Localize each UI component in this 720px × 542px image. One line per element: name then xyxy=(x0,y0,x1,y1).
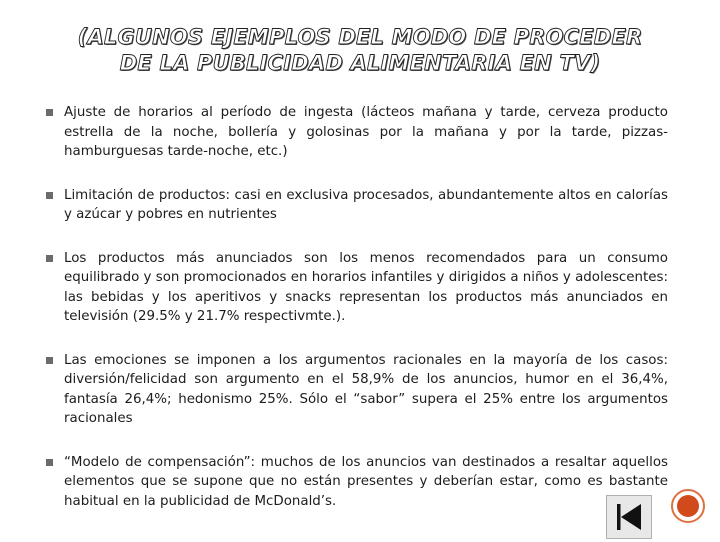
square-bullet-icon xyxy=(46,459,53,466)
bullet-item xyxy=(46,186,668,225)
bullet-item xyxy=(46,249,668,327)
bullet-list xyxy=(46,103,668,535)
record-circle-icon xyxy=(677,495,699,517)
bullet-text: Las emociones se imponen a los argumentos racionales en la mayoría de los casos: diversión/felicidad son argumento en el 58,9% de los anuncios, humor en el 36,4%, fantasía 26,4%; hedonismo 25%. Sólo el “sabor” supera el 25% entre los argumentos racionales xyxy=(64,352,668,426)
back-to-start-button[interactable] xyxy=(606,495,652,539)
bullet-item xyxy=(46,103,668,162)
bullet-item xyxy=(46,453,668,512)
bullet-text: Los productos más anunciados son los menos recomendados para un consumo equilibrado y son promocionados en horarios infantiles y dirigidos a niños y adolescentes: las bebidas y los aperitivos y snacks representan los productos más anunciados en televisión (29.5% y 21.7% respectivmte.). xyxy=(64,250,668,324)
title-line-1: (ALGUNOS EJEMPLOS DEL MODO DE PROCEDER xyxy=(77,25,643,49)
square-bullet-icon xyxy=(46,192,53,199)
bullet-item xyxy=(46,351,668,429)
title-line-2: DE LA PUBLICIDAD ALIMENTARIA EN TV) xyxy=(119,51,601,75)
skip-back-icon xyxy=(607,496,651,538)
bullet-text: Ajuste de horarios al período de ingesta (lácteos mañana y tarde, cerveza producto estrella de la noche, bollería y golosinas por la mañana y por la tarde, pizzas-hamburguesas tarde-noche, etc.) xyxy=(64,105,668,159)
square-bullet-icon xyxy=(46,255,53,262)
record-circle-button[interactable] xyxy=(671,489,705,523)
bullet-text: “Modelo de compensación”: muchos de los anuncios van destinados a resaltar aquellos elementos que se supone que no están presentes y deberían estar, como es bastante habitual en la publicidad de McDonald’s. xyxy=(64,454,668,509)
square-bullet-icon xyxy=(46,357,53,364)
slide-title xyxy=(40,24,680,76)
square-bullet-icon xyxy=(46,109,53,116)
bullet-text: Limitación de productos: casi en exclusiva procesados, abundantemente altos en calorías y azúcar y pobres en nutrientes xyxy=(64,187,668,222)
